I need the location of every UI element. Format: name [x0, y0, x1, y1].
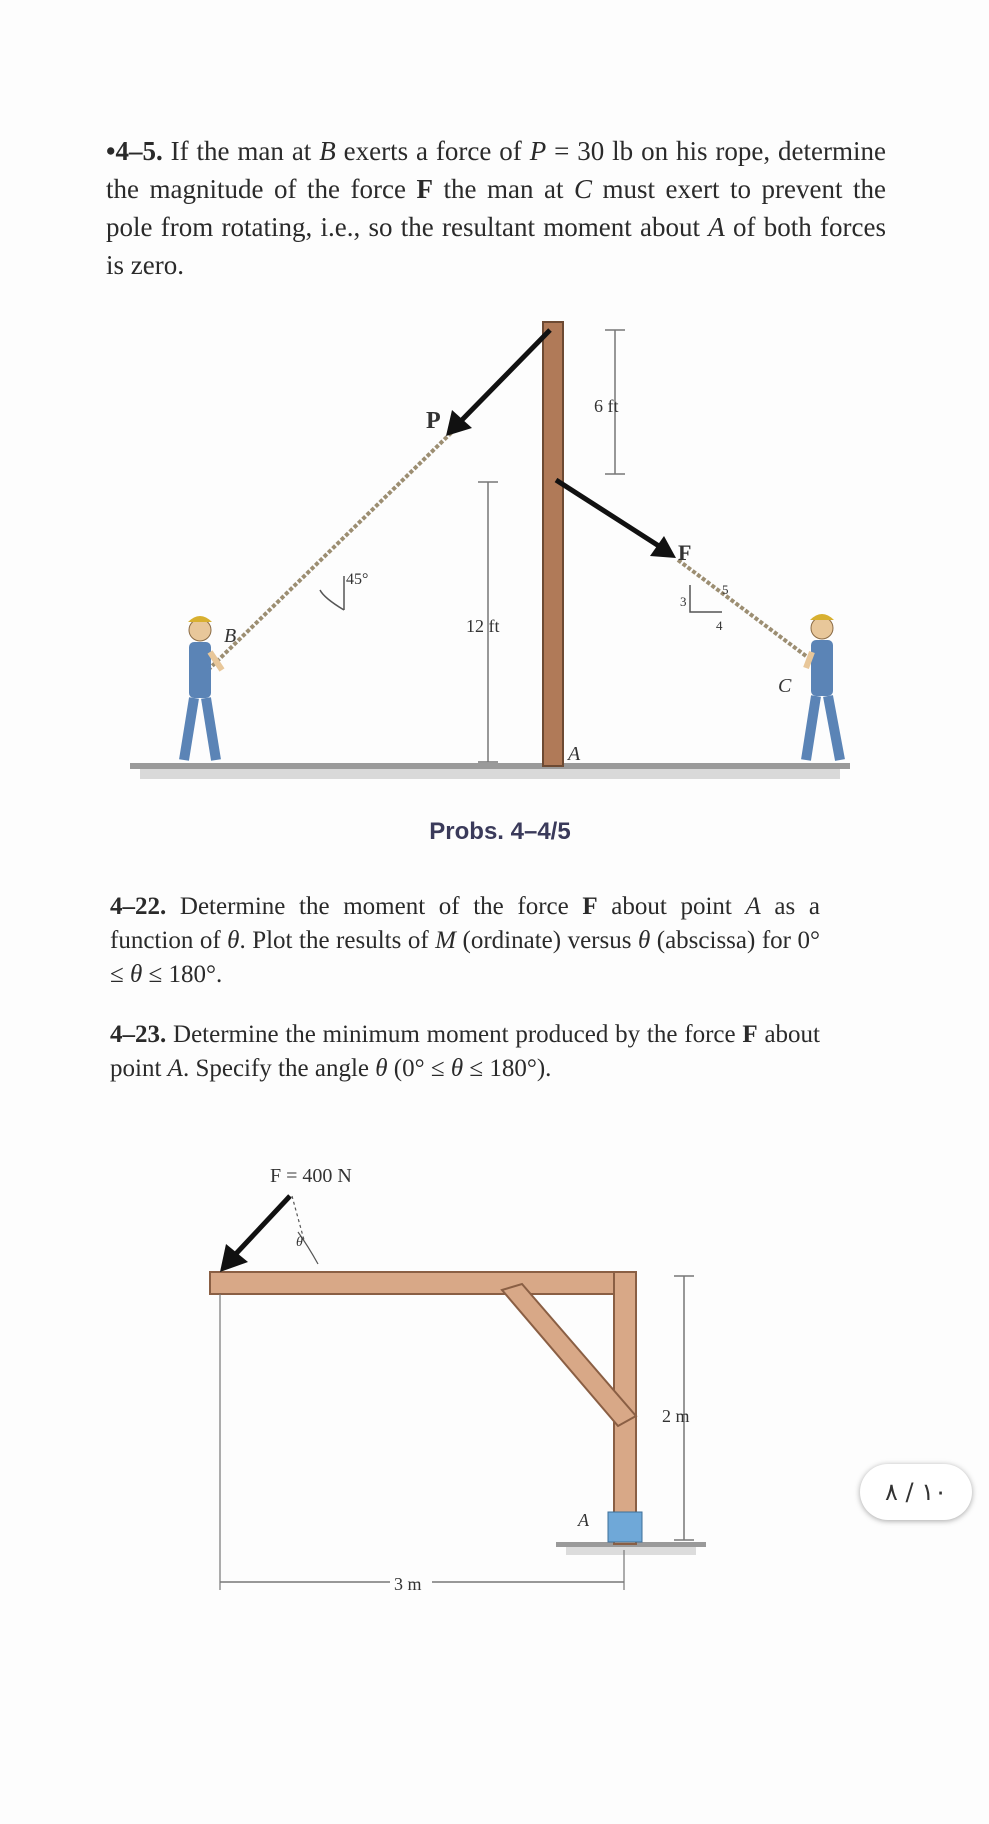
force-f-arrowhead: [650, 536, 676, 558]
label-theta: θ: [296, 1235, 303, 1250]
label-a: A: [568, 743, 581, 765]
label-12ft: 12 ft: [466, 616, 500, 636]
label-45deg: 45°: [346, 571, 369, 588]
ground-shadow: [140, 769, 840, 779]
figure-frame-diagram: [210, 1196, 706, 1590]
problem-4-5-text: •4–5. If the man at B exerts a force of P = 30 lb on his rope, determine the magnitude of the force F the man at C must exert to prevent the pole from rotating, i.e., so the resultant moment about A of both forces is zero.: [106, 136, 886, 280]
label-a-frame: A: [578, 1510, 589, 1530]
rope-b: [208, 432, 452, 670]
label-2m: 2 m: [662, 1406, 690, 1426]
problem-number: •4–5.: [106, 136, 163, 166]
angle-arc: [320, 590, 344, 610]
man-b-figure: [184, 616, 222, 760]
problem-4-23-text: 4–23. Determine the minimum moment produced by the force F about point A. Specify the angle θ (0° ≤ θ ≤ 180°).: [110, 1021, 820, 1082]
label-c: C: [778, 675, 792, 697]
figure-caption: Probs. 4–4/5: [429, 818, 571, 845]
ground-line: [130, 763, 850, 769]
label-p: P: [426, 408, 441, 434]
force-f-line: [556, 480, 662, 548]
page-indicator[interactable]: ١٠ / ٨: [860, 1464, 972, 1520]
label-f: F: [678, 540, 692, 565]
label-slope-5: 5: [722, 582, 729, 597]
label-3m: 3 m: [394, 1574, 422, 1594]
label-slope-4: 4: [716, 618, 723, 633]
force-p-line: [458, 330, 550, 424]
pin-support: [608, 1512, 642, 1542]
problem-number: 4–22.: [110, 893, 167, 920]
man-c-figure: [806, 614, 840, 760]
label-b: B: [224, 625, 237, 647]
rope-c: [678, 560, 822, 668]
label-6ft: 6 ft: [594, 396, 619, 416]
horizontal-beam: [210, 1272, 634, 1294]
label-force-400n: F = 400 N: [270, 1165, 352, 1187]
problem-number: 4–23.: [110, 1021, 167, 1048]
force-400n-line: [232, 1196, 290, 1258]
pole: [543, 322, 563, 766]
label-slope-3: 3: [680, 594, 687, 609]
problem-4-22-text: 4–22. Determine the moment of the force F about point A as a function of θ. Plot the results of M (ordinate) versus θ (abscissa) for 0° ≤ θ ≤ 180°.: [110, 893, 820, 988]
